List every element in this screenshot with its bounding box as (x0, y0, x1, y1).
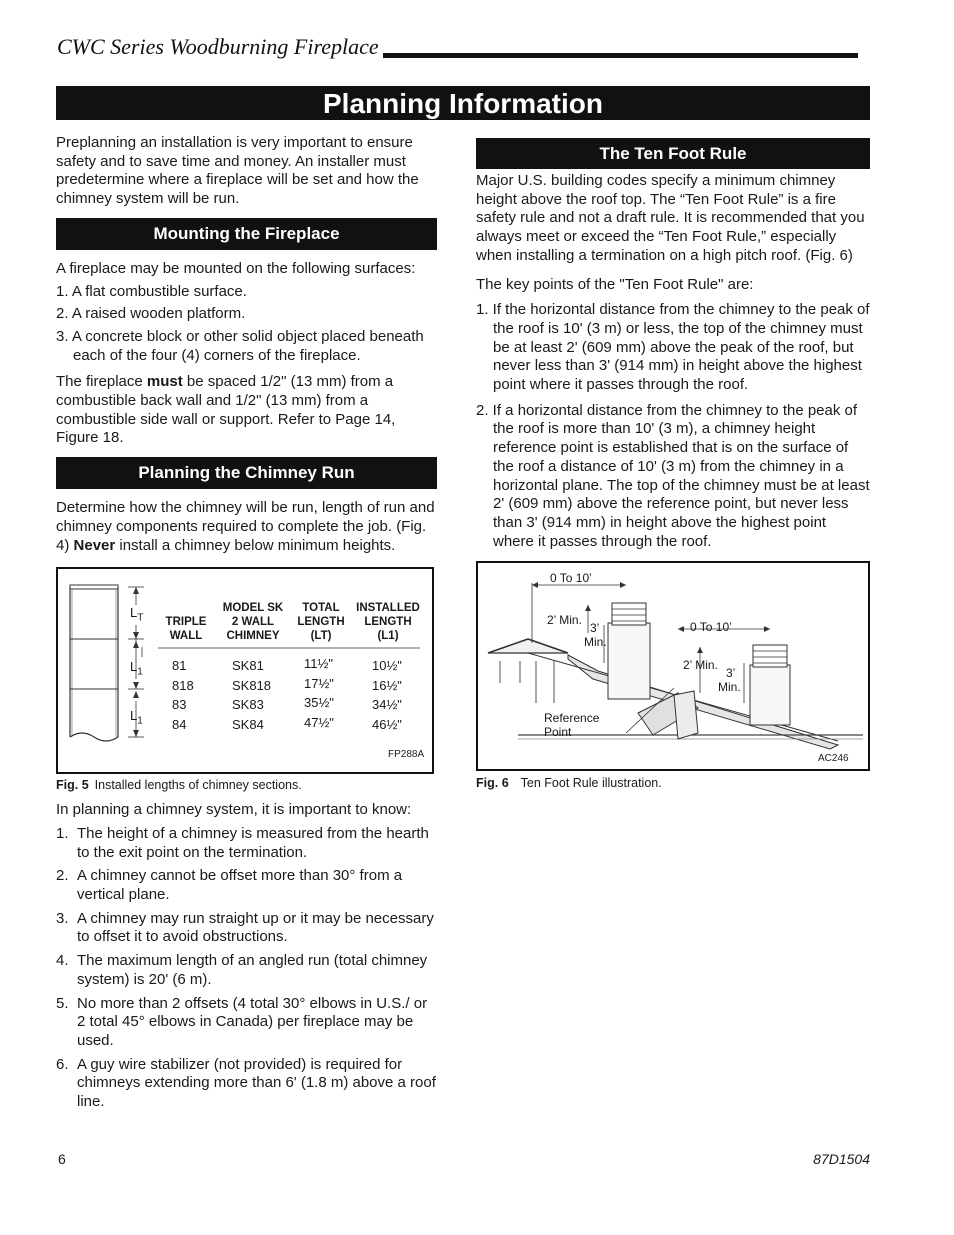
label-text: Reference (544, 711, 600, 726)
header-line: LENGTH (297, 616, 345, 629)
header-line: LENGTH (364, 616, 412, 629)
mounting-lead: A fireplace may be mounted on the following surfaces: (56, 259, 416, 277)
label-letter: L (130, 605, 138, 621)
header-line: TRIPLE (165, 616, 207, 629)
item-number: 2. (56, 867, 69, 885)
mounting-list (56, 283, 437, 366)
text-run-bold: must (146, 373, 183, 391)
know-list (56, 825, 437, 1112)
header-rule (383, 53, 858, 58)
figure-6 (476, 561, 870, 771)
dim-text: 3’ (590, 621, 600, 636)
table-cell: 16½" (372, 677, 402, 693)
caption-label: Fig. 6 (476, 776, 509, 791)
list-item (56, 952, 437, 989)
label-letter: L (130, 659, 138, 675)
list-item: 1. If the horizontal distance from the chimney to the peak of the roof is 10' (3 m) or less, the top of the chimney must be at least 2' (609 mm) above the peak of the roof, but never less than 3' (914 mm) in height above the highest point where it passes through the roof. (476, 301, 870, 394)
left-column (56, 134, 437, 1120)
list-item: 1. A flat combustible surface. (56, 282, 247, 300)
heading-chimney-run: Planning the Chimney Run (56, 457, 437, 489)
dim-2-min-right: 2’ Min. (683, 658, 718, 673)
series-title: CWC Series Woodburning Fireplace (57, 34, 379, 59)
item-number: 4. (56, 952, 69, 970)
heading-ten-foot-rule: The Ten Foot Rule (476, 138, 870, 169)
text-run: Determine how the chimney will be run, length of run and chimney components required to complete the job. (Fig. 4) (56, 499, 435, 554)
table-cell: 17½" (304, 675, 334, 691)
label-subscript: 1 (137, 715, 143, 727)
item-text: The maximum length of an angled run (total chimney system) is 20' (6 m). (77, 952, 428, 988)
label-l1-lower (130, 706, 143, 731)
dim-text: Min. (584, 635, 607, 650)
list-item (56, 1056, 437, 1112)
table-cell: 11½" (304, 656, 333, 672)
table-cell: 47½" (304, 714, 334, 730)
col-header-triple-wall (156, 615, 216, 643)
label-l1 (130, 657, 143, 682)
col-total-length (304, 654, 334, 732)
heading-mounting: Mounting the Fireplace (56, 218, 437, 250)
ten-foot-key-lead: The key points of the "Ten Foot Rule" are: (476, 275, 754, 293)
table-cell: SK81 (232, 658, 264, 674)
text-run: The fireplace (56, 373, 147, 391)
list-item (56, 995, 437, 1051)
caption-text: Ten Foot Rule illustration. (520, 776, 662, 791)
header-line: WALL (169, 630, 203, 643)
label-subscript: 1 (137, 666, 143, 678)
reference-point-label (544, 711, 599, 739)
header-line: INSTALLED (356, 602, 420, 615)
table-cell: SK84 (232, 716, 264, 732)
table-cell: 10½" (372, 658, 402, 674)
caption-text: Installed lengths of chimney sections. (94, 778, 302, 793)
dim-text: Min. (718, 680, 741, 695)
page-title: Planning Information (56, 86, 870, 120)
col-triple-wall (172, 656, 194, 734)
header-line: CHIMNEY (226, 630, 280, 643)
dim-2-min-left: 2’ Min. (547, 613, 582, 628)
header-line: (L1) (377, 630, 399, 643)
figure-code: AC246 (818, 753, 849, 765)
table-cell: 818 (172, 677, 194, 693)
text-run: install a chimney below minimum heights. (115, 536, 396, 554)
table-cell: SK83 (232, 697, 264, 713)
caption-label: Fig. 5 (56, 778, 89, 793)
col-model (232, 656, 271, 734)
dim-3-min-left (584, 621, 607, 649)
document-number: 87D1504 (813, 1151, 870, 1167)
label-letter: L (130, 708, 138, 724)
table-cell: 84 (172, 716, 187, 732)
item-number: 3. (56, 909, 69, 927)
col-header-installed-length (351, 601, 425, 643)
item-text: No more than 2 offsets (4 total 30° elbows in U.S./ or 2 total 45° elbows in Canada) per fireplace may be used. (77, 994, 428, 1049)
know-lead: In planning a chimney system, it is important to know: (56, 801, 412, 819)
header-line: MODEL SK (222, 602, 284, 615)
header-line: (LT) (310, 630, 332, 643)
table-cell: 34½" (372, 697, 402, 713)
ten-foot-rule-drawing (478, 563, 868, 769)
header-line: 2 WALL (231, 616, 275, 629)
label-lt (130, 603, 143, 628)
dim-3-min-right (718, 666, 741, 694)
list-item (56, 825, 437, 862)
dim-text: 3’ (726, 666, 736, 681)
table-cell: SK818 (232, 677, 272, 693)
figure-5 (56, 567, 434, 774)
item-text: A chimney cannot be offset more than 30° from a vertical plane. (77, 867, 403, 904)
item-number: 1. (56, 824, 69, 842)
table-cell: 46½" (372, 716, 402, 732)
page-number: 6 (58, 1151, 66, 1167)
item-number: 5. (56, 994, 69, 1012)
intro-paragraph: Preplanning an installation is very important to ensure safety and to save time and money. An installer must predetermine where a fireplace will be set and how the chimney system will be run. (56, 134, 419, 208)
text-run-bold: Never (73, 536, 116, 554)
figure-6-caption (476, 776, 870, 790)
figure-5-caption (56, 778, 437, 792)
table-cell: 83 (172, 697, 187, 713)
ten-foot-list (476, 301, 870, 551)
item-text: The height of a chimney is measured from the hearth to the exit point on the termination. (77, 824, 429, 861)
label-text: Point (544, 725, 572, 740)
item-text: A chimney may run straight up or it may be necessary to offset it to avoid obstructions. (77, 909, 434, 946)
item-number: 6. (56, 1055, 69, 1073)
col-installed-length (372, 656, 402, 734)
text-run: be spaced 1/2" (13 mm) from a combustible back wall and 1/2" (13 mm) from a combustible side wall or support. Refer to Page 14, Figure 18. (56, 373, 396, 447)
item-text: A guy wire stabilizer (not provided) is required for chimneys extending more than 6' (1.8 m) above a roof line. (77, 1055, 436, 1111)
col-header-total-length (291, 601, 351, 643)
label-subscript: T (137, 612, 144, 624)
list-item (56, 867, 437, 904)
col-header-model (213, 601, 293, 643)
list-item: 3. A concrete block or other solid object placed beneath each of the four (4) corners of the fireplace. (56, 327, 424, 364)
table-cell: 35½" (304, 695, 334, 711)
header-line: TOTAL (302, 602, 340, 615)
ten-foot-intro: Major U.S. building codes specify a minimum chimney height above the roof top. The “Ten Foot Rule” is a fire safety rule and not a draft rule. It is recommended that you always meet or exceed the “Ten Foot Rule,” especially when installing a termination on a high pitch roof. (Fig. 6) (476, 172, 865, 264)
table-cell: 81 (172, 658, 187, 674)
right-column (476, 138, 870, 799)
chimney-run-paragraph (56, 499, 437, 555)
figure-code: FP288A (388, 749, 425, 761)
spacing-paragraph (56, 373, 437, 448)
dim-0-to-10-left: 0 To 10’ (550, 571, 592, 586)
list-item: 2. A raised wooden platform. (56, 305, 246, 323)
dim-0-to-10-right: 0 To 10’ (690, 620, 732, 635)
list-item: 2. If a horizontal distance from the chimney to the peak of the roof is more than 10' (3 m), a chimney height reference point is established that is on the surface of the roof a distance of 10' (3 m) from the chimney in a horizontal plane. The top of the chimney must be at least 2' (609 mm) above the reference point, but never less than 3' (914 mm) in height above the highest point where it passes through the roof. (476, 401, 870, 550)
list-item (56, 910, 437, 947)
